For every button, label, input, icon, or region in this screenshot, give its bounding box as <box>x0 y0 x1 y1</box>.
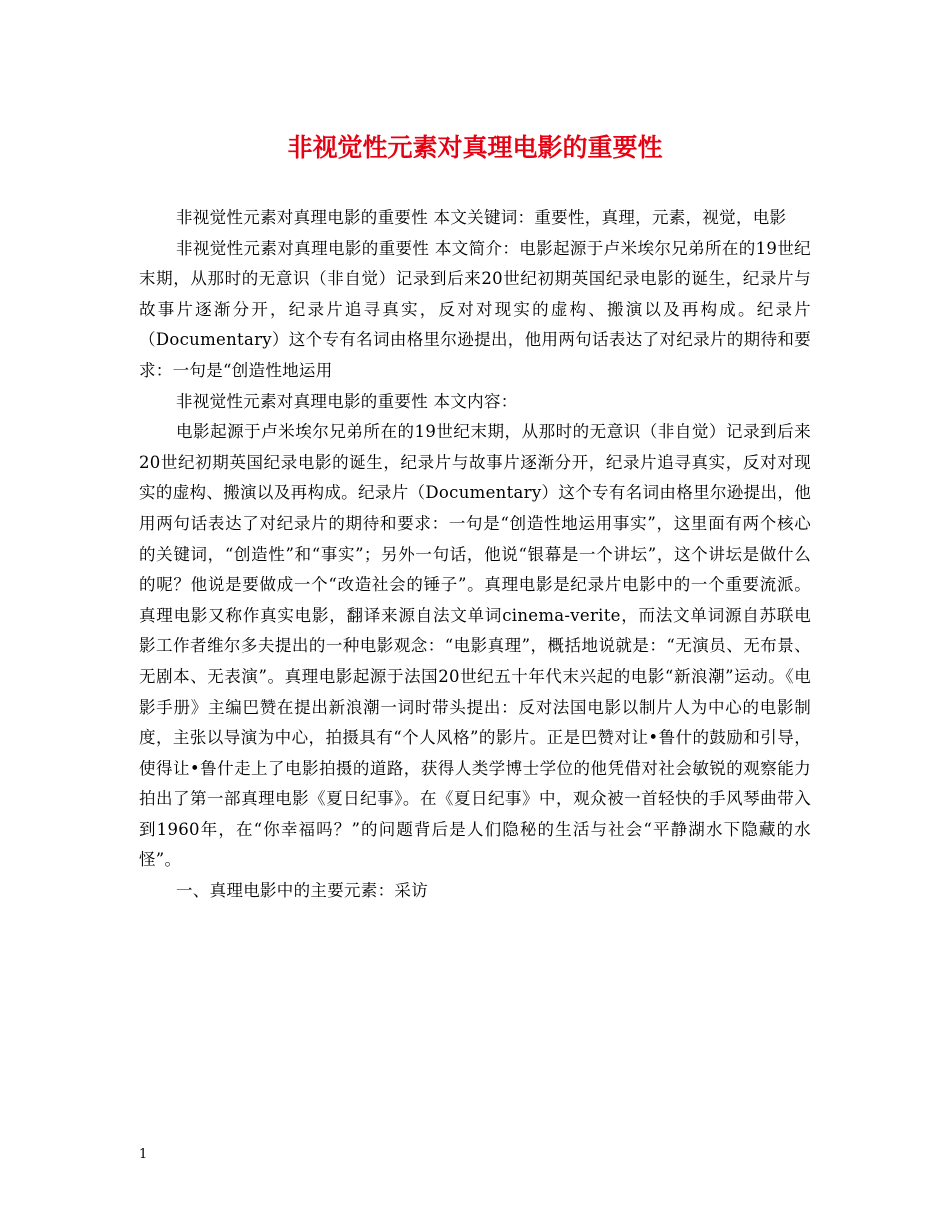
page-title: 非视觉性元素对真理电影的重要性 <box>287 133 663 162</box>
page-number: 1 <box>139 1147 148 1162</box>
document-body <box>139 203 811 907</box>
main-text-paragraph: 电影起源于卢米埃尔兄弟所在的19世纪末期，从那时的无意识（非自觉）记录到后来20世纪初期英国纪录电影的诞生，纪录片与故事片逐渐分开，纪录片追寻真实，反对对现实的虚构、搬演以及再构成。纪录片（Documentary）这个专有名词由格里尔逊提出，他用两句话表达了对纪录片的期待和要求：一句是“创造性地运用事实”，这里面有两个核心的关键词，“创造性”和“事实”；另外一句话，他说“银幕是一个讲坛”，这个讲坛是做什么的呢？他说是要做成一个“改造社会的锤子”。真理电影是纪录片电影中的一个重要流派。真理电影又称作真实电影，翻译来源自法文单词cinema-verite，而法文单词源自苏联电影工作者维尔多夫提出的一种电影观念：“电影真理”，概括地说就是：“无演员、无布景、无剧本、无表演”。真理电影起源于法国20世纪五十年代末兴起的电影“新浪潮”运动。《电影手册》主编巴赞在提出新浪潮一词时带头提出：反对法国电影以制片人为中心的电影制度，主张以导演为中心，拍摄具有“个人风格”的影片。正是巴赞对让•鲁什的鼓励和引导，使得让•鲁什走上了电影拍摄的道路，获得人类学博士学位的他凭借对社会敏锐的观察能力拍出了第一部真理电影《夏日纪事》。在《夏日纪事》中，观众被一首轻快的手风琴曲带入到1960年，在“你幸福吗？”的问题背后是人们隐秘的生活与社会“平静湖水下隐藏的水怪”。 <box>139 422 811 870</box>
content-heading-paragraph: 非视觉性元素对真理电影的重要性 本文内容： <box>176 391 518 411</box>
summary-paragraph: 非视觉性元素对真理电影的重要性 本文简介：电影起源于卢米埃尔兄弟所在的19世纪末期，从那时的无意识（非自觉）记录到后来20世纪初期英国纪录电影的诞生，纪录片与故事片逐渐分开，纪录片追寻真实，反对对现实的虚构、搬演以及再构成。纪录片（Documentary）这个专有名词由格里尔逊提出，他用两句话表达了对纪录片的期待和要求：一句是“创造性地运用 <box>139 238 811 380</box>
keywords-paragraph: 非视觉性元素对真理电影的重要性 本文关键词：重要性，真理，元素，视觉，电影 <box>176 208 787 227</box>
section-heading-paragraph: 一、真理电影中的主要元素：采访 <box>176 881 428 901</box>
